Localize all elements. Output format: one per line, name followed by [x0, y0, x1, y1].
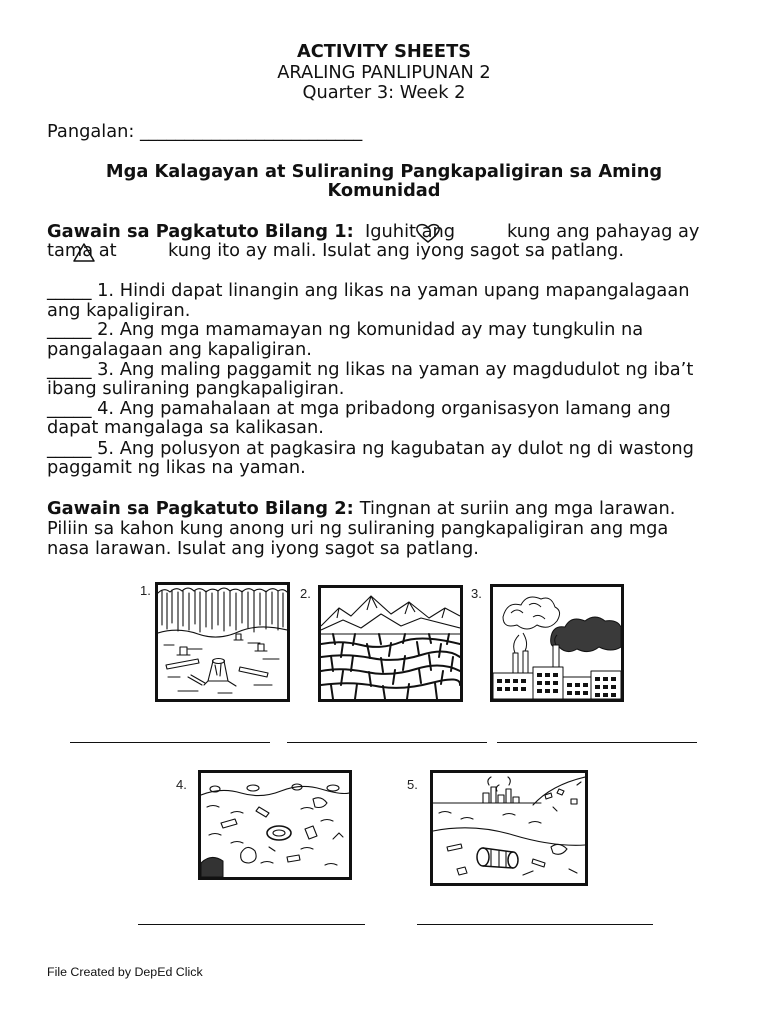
answer-blank-2: [287, 742, 487, 743]
item-3-line2: ibang suliraning pangkapaligiran.: [47, 378, 345, 399]
triangle-icon: [72, 242, 96, 263]
topic-title-line1: Mga Kalagayan at Suliraning Pangkapaligiran sa Aming: [105, 161, 663, 182]
activity1-instruction-part1: Iguhit ang: [365, 221, 456, 242]
air-pollution-illustration: [493, 587, 621, 699]
activity2-instruction-3: nasa larawan. Isulat ang iyong sagot sa patlang.: [47, 538, 479, 559]
item-2-line2: pangalagaan ang kapaligiran.: [47, 339, 312, 360]
air-pollution-picture: [490, 584, 624, 702]
name-field: [47, 122, 362, 142]
name-label: Pangalan:: [47, 121, 135, 142]
answer-blank-3: [497, 742, 697, 743]
item-5-line1: _____ 5. Ang polusyon at pagkasira ng kagubatan ay dulot ng di wastong: [47, 438, 694, 459]
drought-picture: [318, 585, 463, 702]
quarter-week: Quarter 3: Week 2: [302, 82, 466, 103]
answer-blank-4: [138, 924, 365, 925]
deforestation-illustration: [158, 585, 287, 699]
item-4-line2: dapat mangalaga sa kalikasan.: [47, 417, 324, 438]
water-pollution-illustration: [201, 773, 349, 877]
activity2-instruction-2: Piliin sa kahon kung anong uri ng suliraning pangkapaligiran ang mga: [47, 518, 669, 539]
deforestation-picture: [155, 582, 290, 702]
activity1-instruction-part3: tama at: [47, 240, 117, 261]
answer-blank-5: [417, 924, 653, 925]
subject-title: ARALING PANLIPUNAN 2: [277, 62, 491, 83]
coastal-pollution-picture: [430, 770, 588, 886]
item-2-line1: _____ 2. Ang mga mamamayan ng komunidad ay may tungkulin na: [47, 319, 644, 340]
picture-5-label: 5.: [407, 777, 418, 792]
item-1-line1: _____ 1. Hindi dapat linangin ang likas na yaman upang mapangalagaan: [47, 280, 690, 301]
drought-illustration: [321, 588, 460, 699]
item-4-line1: _____ 4. Ang pamahalaan at mga pribadong organisasyon lamang ang: [47, 398, 671, 419]
activity2-heading: Gawain sa Pagkatuto Bilang 2:: [47, 498, 354, 519]
activity2-line1: [47, 499, 675, 519]
heart-icon: [415, 222, 441, 244]
activity1-instruction-part4: kung ito ay mali. Isulat ang iyong sagot sa patlang.: [168, 240, 625, 261]
coastal-pollution-illustration: [433, 773, 585, 883]
answer-blank-1: [70, 742, 270, 743]
sheet-title: ACTIVITY SHEETS: [296, 41, 472, 62]
picture-4-label: 4.: [176, 777, 187, 792]
name-blank: _________________________: [140, 121, 363, 142]
footer-credit: File Created by DepEd Click: [47, 965, 203, 979]
activity1-instruction-part2: kung ang pahayag ay: [507, 221, 700, 242]
topic-title-line2: Komunidad: [327, 180, 441, 201]
activity1-heading: Gawain sa Pagkatuto Bilang 1:: [47, 221, 354, 242]
activity2-instruction-1: Tingnan at suriin ang mga larawan.: [359, 498, 676, 519]
picture-3-label: 3.: [471, 586, 482, 601]
item-3-line1: _____ 3. Ang maling paggamit ng likas na yaman ay magdudulot ng iba’t: [47, 359, 694, 380]
item-1-line2: ang kapaligiran.: [47, 300, 191, 321]
picture-1-label: 1.: [140, 583, 151, 598]
picture-2-label: 2.: [300, 586, 311, 601]
water-pollution-picture: [198, 770, 352, 880]
item-5-line2: paggamit ng likas na yaman.: [47, 457, 306, 478]
